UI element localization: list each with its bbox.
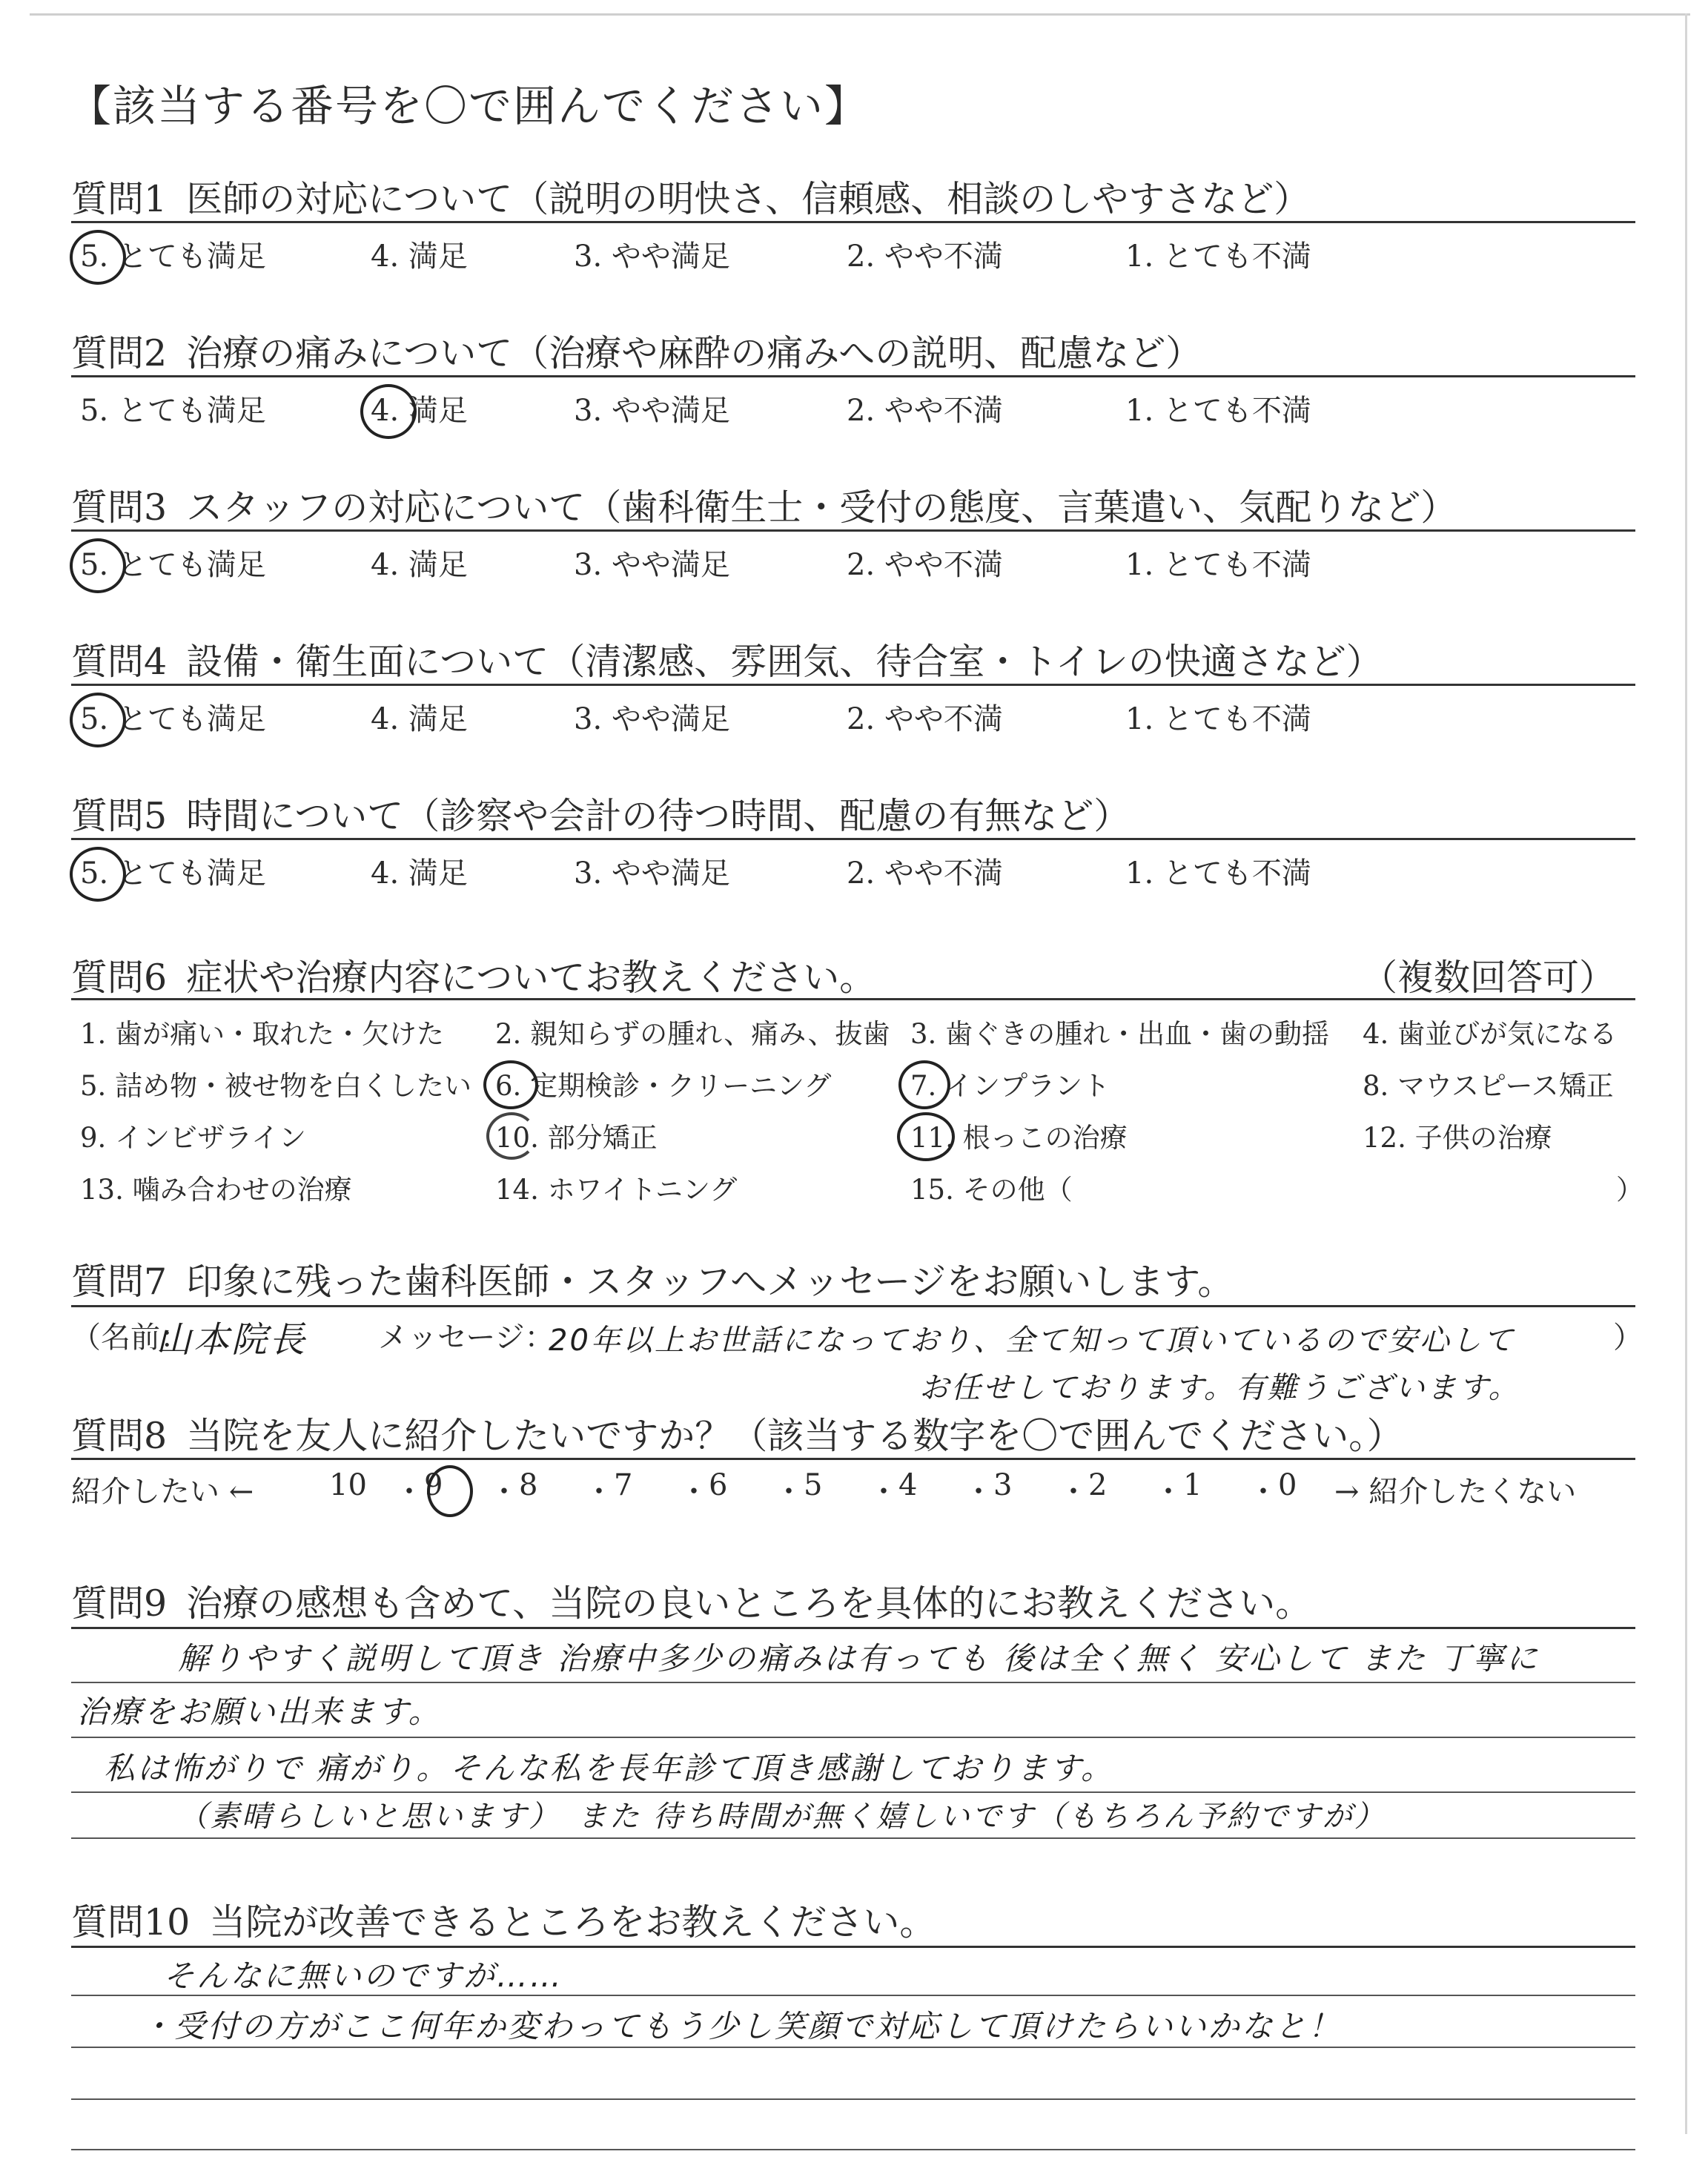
q6-option-11[interactable]: 11. 根っこの治療	[910, 1122, 1128, 1154]
q8-separator-dot: ・	[1248, 1475, 1278, 1509]
q8-value-2[interactable]: 2	[1088, 1468, 1108, 1502]
q10-number: 質問10	[71, 1901, 191, 1943]
scan-edge-top	[30, 13, 1690, 16]
q5-option-1[interactable]: 1. とても不満	[1125, 856, 1311, 891]
q5-heading	[71, 787, 1130, 839]
q7-number: 質問7	[71, 1261, 168, 1303]
q7-message-line2[interactable]: お任せしております。有難うございます。	[919, 1371, 1520, 1405]
q8-value-6[interactable]: 6	[709, 1468, 728, 1502]
q6-selection-circle-7	[898, 1060, 950, 1109]
q10-line-5	[71, 2149, 1635, 2150]
q1-option-3[interactable]: 3. やや満足	[574, 240, 730, 274]
q6-rule	[71, 998, 1635, 1000]
q6-selection-circle-11	[897, 1112, 955, 1161]
q3-number: 質問3	[71, 486, 168, 529]
q7-name-label: （名前：	[71, 1321, 190, 1355]
q9-heading	[71, 1575, 1311, 1627]
q6-option-2[interactable]: 2. 親知らずの腫れ、痛み、抜歯	[495, 1018, 890, 1050]
q8-separator-dot: ・	[774, 1475, 804, 1509]
q7-message-label: メッセージ：	[378, 1321, 555, 1355]
q10-answer-line2[interactable]: ・受付の方がここ何年か変わってもう少し笑顔で対応して頂けたらいいかなと！	[141, 2008, 1342, 2044]
q6-note: （複数回答可）	[1361, 957, 1616, 999]
q8-separator-dot: ・	[1153, 1475, 1183, 1509]
q6-selection-circle-10	[486, 1112, 537, 1160]
q7-close-paren: ）	[1613, 1321, 1643, 1355]
q4-option-2[interactable]: 2. やや不満	[847, 702, 1003, 736]
q5-number: 質問5	[71, 795, 168, 837]
q8-selection-circle	[427, 1465, 473, 1517]
q6-option-7[interactable]: 7. インプラント	[910, 1070, 1110, 1102]
q3-option-2[interactable]: 2. やや不満	[847, 548, 1003, 582]
q10-line-4	[71, 2098, 1635, 2100]
q1-option-5[interactable]: 5. とても満足	[80, 240, 266, 274]
q4-number: 質問4	[71, 641, 168, 683]
q2-option-2[interactable]: 2. やや不満	[847, 394, 1003, 428]
q8-separator-dot: ・	[679, 1475, 709, 1509]
q8-value-5[interactable]: 5	[804, 1468, 823, 1502]
q8-value-10[interactable]: 10	[329, 1468, 367, 1502]
q4-option-4[interactable]: 4. 満足	[371, 702, 468, 736]
q8-separator-dot: ・	[964, 1475, 993, 1509]
q1-number: 質問1	[71, 178, 168, 220]
q8-value-7[interactable]: 7	[614, 1468, 633, 1502]
q9-line-2	[71, 1682, 1635, 1683]
q8-value-8[interactable]: 8	[519, 1468, 538, 1502]
q8-rule	[71, 1458, 1635, 1460]
q6-option-1[interactable]: 1. 歯が痛い・取れた・欠けた	[80, 1018, 445, 1050]
page-title: 【該当する番号を〇で囲んでください】	[68, 81, 870, 131]
q6-option-8[interactable]: 8. マウスピース矯正	[1363, 1070, 1614, 1102]
q2-number: 質問2	[71, 332, 168, 374]
q8-number: 質問8	[71, 1415, 168, 1457]
q6-selection-circle-6	[483, 1060, 538, 1109]
q8-value-1[interactable]: 1	[1183, 1468, 1202, 1502]
q8-separator-dot: ・	[584, 1475, 614, 1509]
q7-heading	[71, 1253, 1234, 1305]
q3-option-4[interactable]: 4. 満足	[371, 548, 468, 582]
q6-heading	[71, 949, 875, 1001]
q2-option-1[interactable]: 1. とても不満	[1125, 394, 1311, 428]
q6-option-6[interactable]: 6. 定期検診・クリーニング	[495, 1070, 832, 1102]
q9-answer-line4[interactable]: （素晴らしいと思います） また 待ち時間が無く嬉しいです（もちろん予約ですが）	[178, 1800, 1386, 1834]
q8-text: 当院を友人に紹介したいですか？（該当する数字を〇で囲んでください。）	[186, 1415, 1403, 1457]
q7-text: 印象に残った歯科医師・スタッフへメッセージをお願いします。	[186, 1261, 1234, 1303]
q1-option-2[interactable]: 2. やや不満	[847, 240, 1003, 274]
q3-heading	[71, 479, 1457, 531]
q1-option-1[interactable]: 1. とても不満	[1125, 240, 1311, 274]
q7-name-value[interactable]: 山本院長	[156, 1319, 308, 1361]
q4-option-3[interactable]: 3. やや満足	[574, 702, 730, 736]
q2-selection-circle	[360, 384, 417, 439]
q3-selection-circle	[70, 538, 126, 593]
q6-option-10[interactable]: 10. 部分矯正	[495, 1122, 658, 1154]
q2-rule	[71, 375, 1635, 377]
q10-heading	[71, 1894, 936, 1946]
q9-number: 質問9	[71, 1582, 168, 1625]
q6-option-9[interactable]: 9. インビザライン	[80, 1122, 306, 1154]
q2-heading	[71, 325, 1202, 377]
scan-edge-right	[1685, 13, 1687, 2134]
q5-option-4[interactable]: 4. 満足	[371, 856, 468, 891]
q6-number: 質問6	[71, 957, 168, 999]
q6-option-12[interactable]: 12. 子供の治療	[1363, 1122, 1552, 1154]
q6-option-13[interactable]: 13. 噛み合わせの治療	[80, 1174, 352, 1206]
q1-text: 医師の対応について（説明の明快さ、信頼感、相談のしやすさなど）	[186, 178, 1311, 220]
q3-option-5[interactable]: 5. とても満足	[80, 548, 266, 582]
q8-separator-dot: ・	[489, 1475, 519, 1509]
q9-rule	[71, 1627, 1635, 1629]
q5-rule	[71, 838, 1635, 840]
q8-separator-dot: ・	[869, 1475, 898, 1509]
q3-option-1[interactable]: 1. とても不満	[1125, 548, 1311, 582]
q6-option-3[interactable]: 3. 歯ぐきの腫れ・出血・歯の動揺	[910, 1018, 1330, 1050]
q4-rule	[71, 684, 1635, 686]
q2-option-4[interactable]: 4. 満足	[371, 394, 468, 428]
q2-option-3[interactable]: 3. やや満足	[574, 394, 730, 428]
q8-separator-dot: ・	[394, 1475, 424, 1509]
q9-line-5	[71, 1837, 1635, 1839]
q8-value-4[interactable]: 4	[898, 1468, 918, 1502]
q8-right-label: → 紹介したくない	[1334, 1475, 1577, 1509]
q4-option-5[interactable]: 5. とても満足	[80, 702, 266, 736]
q7-message-line1[interactable]: 20年以上お世話になっており、全て知って頂いているので安心して	[549, 1324, 1515, 1358]
q6-option-5[interactable]: 5. 詰め物・被せ物を白くしたい	[80, 1070, 472, 1102]
q8-value-9[interactable]: 9	[424, 1468, 443, 1502]
q4-selection-circle	[70, 693, 126, 747]
q9-answer-line1[interactable]: 解りやすく説明して頂き 治療中多少の痛みは有っても 後は全く無く 安心して また 丁寧に	[178, 1640, 1540, 1677]
q10-text: 当院が改善できるところをお教えください。	[209, 1901, 936, 1943]
q6-text: 症状や治療内容についてお教えください。	[186, 957, 876, 999]
q9-answer-line2[interactable]: 治療をお願い出来ます。	[77, 1694, 442, 1730]
q9-line-3	[71, 1737, 1635, 1738]
q6-option-14[interactable]: 14. ホワイトニング	[495, 1174, 738, 1206]
q5-option-2[interactable]: 2. やや不満	[847, 856, 1003, 891]
q4-text: 設備・衛生面について（清潔感、雰囲気、待合室・トイレの快適さなど）	[186, 641, 1383, 683]
q3-rule	[71, 529, 1635, 532]
q2-text: 治療の痛みについて（治療や麻酔の痛みへの説明、配慮など）	[186, 332, 1202, 374]
q8-left-label: 紹介したい ←	[71, 1475, 254, 1509]
q9-text: 治療の感想も含めて、当院の良いところを具体的にお教えください。	[186, 1582, 1312, 1625]
q7-rule	[71, 1305, 1635, 1307]
q3-option-3[interactable]: 3. やや満足	[574, 548, 730, 582]
q5-option-3[interactable]: 3. やや満足	[574, 856, 730, 891]
q8-value-3[interactable]: 3	[993, 1468, 1013, 1502]
q1-rule	[71, 221, 1635, 223]
q5-selection-circle	[70, 847, 126, 902]
q1-option-4[interactable]: 4. 満足	[371, 240, 468, 274]
q4-option-1[interactable]: 1. とても不満	[1125, 702, 1311, 736]
q5-option-5[interactable]: 5. とても満足	[80, 856, 266, 891]
q3-text: スタッフの対応について（歯科衛生士・受付の態度、言葉遣い、気配りなど）	[186, 486, 1457, 529]
q4-heading	[71, 633, 1383, 685]
q1-selection-circle	[70, 230, 126, 285]
q10-answer-line1[interactable]: そんなに無いのですが……	[163, 1958, 564, 1994]
q9-answer-line3[interactable]: 私は怖がりで 痛がり。そんな私を長年診て頂き感謝しております。	[104, 1750, 1114, 1786]
q10-rule	[71, 1946, 1635, 1948]
q10-line-3	[71, 2047, 1635, 2048]
q2-option-5[interactable]: 5. とても満足	[80, 394, 266, 428]
q8-value-0[interactable]: 0	[1278, 1468, 1297, 1502]
q6-option-4[interactable]: 4. 歯並びが気になる	[1363, 1018, 1618, 1050]
q6-option-15-close: ）	[1616, 1174, 1644, 1206]
q8-heading	[71, 1407, 1403, 1459]
q5-text: 時間について（診察や会計の待つ時間、配慮の有無など）	[186, 795, 1131, 837]
q6-option-15[interactable]: 15. その他（	[910, 1174, 1073, 1206]
q1-heading	[71, 171, 1310, 222]
q8-separator-dot: ・	[1059, 1475, 1088, 1509]
